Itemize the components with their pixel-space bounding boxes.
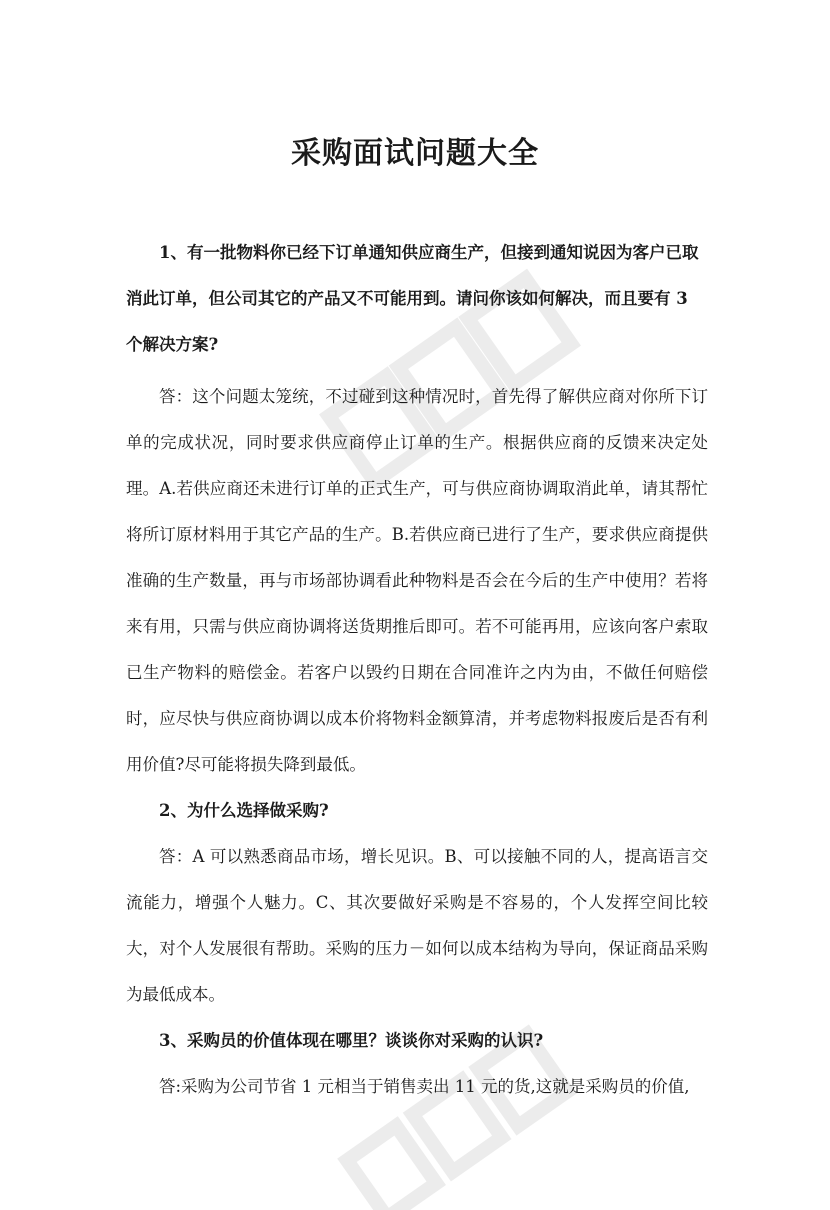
document-title: 采购面试问题大全 [291, 136, 539, 171]
question-1: 1、有一批物料你已经下订单通知供应商生产，但接到通知说因为客户已取消此订单，但公司其它的产品又不可能用到。请问你该如何解决，而且要有 3 个解决方案? [126, 243, 699, 354]
answer-2: 答：A 可以熟悉商品市场，增长见识。B、可以接触不同的人，提高语言交流能力，增强个人魅力。C、其次要做好采购是不容易的，个人发挥空间比较大，对个人发展很有帮助。采购的压力－如何以成本结构为导向，保证商品采购为最低成本。 [126, 847, 708, 1004]
question-3: 3、采购员的价值体现在哪里？谈谈你对采购的认识? [159, 1031, 544, 1050]
answer-3: 答:采购为公司节省 1 元相当于销售卖出 11 元的货,这就是采购员的价值, [159, 1077, 690, 1096]
question-2: 2、为什么选择做采购? [159, 801, 329, 820]
answer-1: 答：这个问题太笼统，不过碰到这种情况时，首先得了解供应商对你所下订单的完成状况，同时要求供应商停止订单的生产。根据供应商的反馈来决定处理。A.若供应商还未进行订单的正式生产，可与供应商协调取消此单，请其帮忙将所订原材料用于其它产品的生产。B.若供应商已进行了生产，要求供应商提供准确的生产数量，再与市场部协调看此种物料是否会在今后的生产中使用？若将来有用，只需与供应商协调将送货期推后即可。若不可能再用，应该向客户索取已生产物料的赔偿金。若客户以毁约日期在合同准许之内为由，不做任何赔偿时，应尽快与供应商协调以成本价将物料金额算清，并考虑物料报废后是否有利用价值?尽可能将损失降到最低。 [126, 387, 708, 774]
document-body [126, 230, 708, 1110]
